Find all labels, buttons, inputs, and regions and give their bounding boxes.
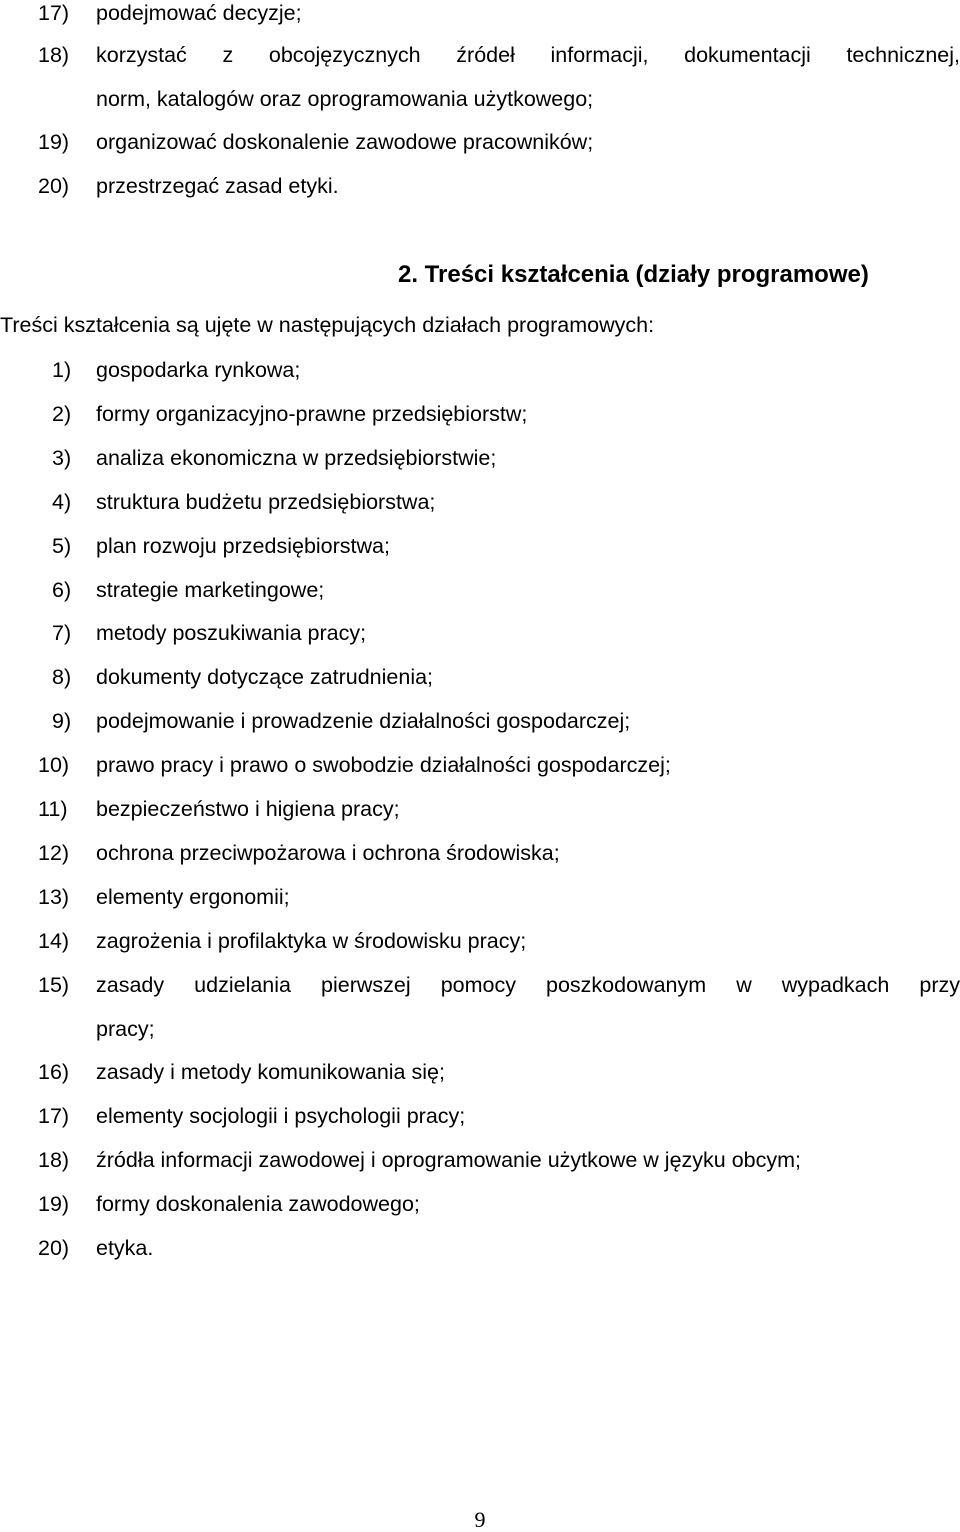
list-item-text: etyka. (96, 1236, 154, 1260)
list-item-text: zagrożenia i profilaktyka w środowisku pracy; (96, 929, 527, 953)
list-item-number: 1) (52, 358, 72, 382)
list-item-number: 4) (52, 490, 72, 514)
list-item-text: podejmowanie i prowadzenie działalności gospodarczej; (96, 709, 631, 733)
list-item-text: dokumenty dotyczące zatrudnienia; (96, 665, 434, 689)
list-item-number: 20) (38, 174, 70, 198)
list-item (0, 577, 960, 603)
list-item-number: 12) (38, 841, 70, 865)
list-item-number: 19) (38, 1192, 70, 1216)
list-item (0, 972, 960, 998)
list-item-text: korzystać z obcojęzycznych źródeł informacji, dokumentacji technicznej, (96, 43, 960, 67)
list-item-number: 8) (52, 665, 72, 689)
list-item-text: zasady i metody komunikowania się; (96, 1060, 445, 1084)
section-heading: 2. Treści kształcenia (działy programowe) (398, 261, 869, 288)
list-item (0, 42, 960, 68)
list-item-number: 16) (38, 1060, 70, 1084)
list-item-number: 19) (38, 130, 70, 154)
list-item (0, 445, 960, 471)
list-item-number: 14) (38, 929, 70, 953)
list-item (0, 1059, 960, 1085)
list-item (0, 1235, 960, 1261)
list-item-text: przestrzegać zasad etyki. (96, 174, 339, 198)
list-item (0, 1191, 960, 1217)
list-item (0, 0, 960, 26)
list-item-text: elementy socjologii i psychologii pracy; (96, 1104, 466, 1128)
list-item (0, 928, 960, 954)
list-item-number: 18) (38, 43, 70, 67)
list-item-number: 15) (38, 973, 70, 997)
list-item-number: 9) (52, 709, 72, 733)
list-item (0, 884, 960, 910)
list-item-text: źródła informacji zawodowej i oprogramowanie użytkowe w języku obcym; (96, 1148, 802, 1172)
list-item-number: 11) (38, 797, 68, 821)
list-item-text: strategie marketingowe; (96, 578, 325, 602)
list-item-text: ochrona przeciwpożarowa i ochrona środowiska; (96, 841, 560, 865)
list-item-text: organizować doskonalenie zawodowe pracowników; (96, 130, 594, 154)
list-item (0, 840, 960, 866)
list-item-number: 20) (38, 1236, 70, 1260)
list-item (0, 489, 960, 515)
list-item-text: analiza ekonomiczna w przedsiębiorstwie; (96, 446, 497, 470)
list-item-number: 17) (38, 1, 70, 25)
list-item-text: bezpieczeństwo i higiena pracy; (96, 797, 400, 821)
list-item-text: plan rozwoju przedsiębiorstwa; (96, 534, 390, 558)
list-item-text: prawo pracy i prawo o swobodzie działalności gospodarczej; (96, 753, 671, 777)
list-item-text: formy organizacyjno-prawne przedsiębiorstw; (96, 402, 528, 426)
list-item (0, 664, 960, 690)
list-item-text: podejmować decyzje; (96, 1, 302, 25)
list-item-text: norm, katalogów oraz oprogramowania użytkowego; (96, 87, 594, 111)
list-item-number: 10) (38, 753, 70, 777)
list-item-text: formy doskonalenia zawodowego; (96, 1192, 420, 1216)
list-item-number: 18) (38, 1148, 70, 1172)
list-item-number: 17) (38, 1104, 70, 1128)
list-item-number: 2) (52, 402, 72, 426)
list-item (0, 1147, 960, 1173)
list-item-text: zasady udzielania pierwszej pomocy poszkodowanym w wypadkach przy (96, 973, 960, 997)
list-item-text: metody poszukiwania pracy; (96, 621, 367, 645)
list-item (0, 357, 960, 383)
list-item-text: elementy ergonomii; (96, 885, 290, 909)
list-item-text: pracy; (96, 1017, 155, 1041)
list-item (0, 533, 960, 559)
page-number: 9 (474, 1507, 486, 1532)
list-item (0, 708, 960, 734)
list-item-continuation (0, 86, 960, 112)
section-intro: Treści kształcenia są ujęte w następujących działach programowych: (0, 313, 655, 337)
list-item-continuation (0, 1016, 960, 1042)
list-item (0, 752, 960, 778)
list-item (0, 129, 960, 155)
list-item-number: 3) (52, 446, 72, 470)
list-item (0, 1103, 960, 1129)
list-item-number: 6) (52, 578, 72, 602)
list-item-text: gospodarka rynkowa; (96, 358, 301, 382)
list-item-number: 13) (38, 885, 70, 909)
list-item (0, 620, 960, 646)
list-item (0, 173, 960, 199)
list-item-number: 5) (52, 534, 72, 558)
list-item-number: 7) (52, 621, 72, 645)
list-item (0, 796, 960, 822)
list-item-text: struktura budżetu przedsiębiorstwa; (96, 490, 436, 514)
list-item (0, 401, 960, 427)
